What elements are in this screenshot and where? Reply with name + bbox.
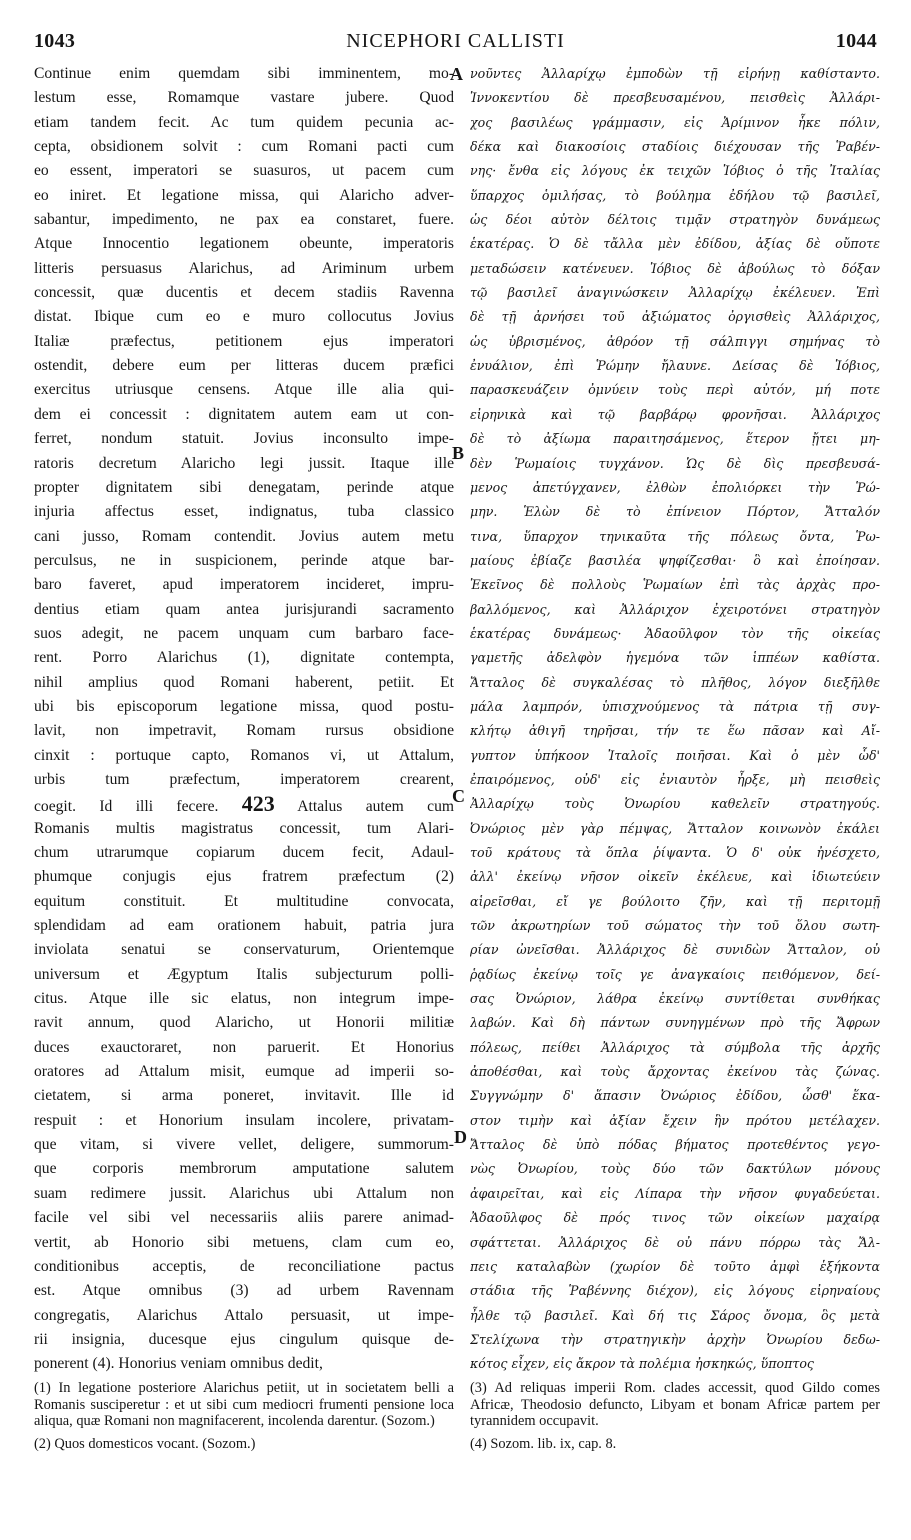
margin-letter-d: D bbox=[454, 1127, 467, 1147]
latin-line: phumque conjugis ejus fratrem præfectum (2) bbox=[34, 868, 454, 886]
greek-line: ἦλθε τῷ βασιλεῖ. Καὶ δή τις Σάρος ὄνομα, ὃς μετὰ bbox=[470, 1307, 880, 1323]
greek-column bbox=[470, 62, 880, 1377]
greek-line: γυπτον ὑπήκοον Ἰταλοῖς ποιῆσαι. Καὶ ὁ μὲν ὧδ' bbox=[470, 747, 880, 763]
greek-line: πόλεως, πείθει Ἀλλάριχος τὰ σύμβολα τῆς ἀρχῆς bbox=[470, 1039, 880, 1055]
latin-line: que corporis membrorum amputatione salutem bbox=[34, 1160, 454, 1178]
footnote-4 bbox=[470, 1436, 880, 1453]
latin-line: ponerent (4). Honorius veniam omnibus dedit, bbox=[34, 1355, 323, 1373]
greek-line: ἐνυάλιον, ἐπὶ Ῥώμην ἤλαυνε. Δείσας δὲ Ἰόβιος, bbox=[470, 358, 880, 374]
greek-line: τινα, ὕπαρχον τηνικαῦτα τῆς πόλεως ὄντα, Ῥω- bbox=[470, 528, 880, 544]
greek-line: νης· ἔνθα εἰς λόγους ἐκ τειχῶν Ἰόβιος ὁ τῆς Ἰταλίας bbox=[470, 163, 880, 179]
greek-line: Στελίχωνα τὴν στρατηγικὴν ἀρχὴν Ὀνωρίου δεδω- bbox=[470, 1331, 880, 1347]
footnotes-greek bbox=[470, 1380, 880, 1458]
latin-line: suos adegit, ne pacem unquam cum barbaro face- bbox=[34, 624, 454, 642]
latin-line: oratores ad Attalum misit, eumque ad imperii so- bbox=[34, 1063, 454, 1081]
greek-line: νοῦντες Ἀλλαρίχῳ ἐμποδὼν τῇ εἰρήνῃ καθίσταντο. bbox=[470, 66, 880, 81]
greek-line: αἱρεῖσθαι, εἴ γε βούλοιτο ζῆν, καὶ τῇ περιτομῇ bbox=[470, 893, 880, 909]
latin-line: splendidam ad eam orationem habuit, patria jura bbox=[34, 917, 454, 935]
margin-letter-c: C bbox=[452, 786, 465, 806]
greek-line: τῷ βασιλεῖ ἀναγινώσκειν Ἀλλαρίχῳ ἐκέλευεν. Ἐπὶ bbox=[470, 285, 880, 301]
latin-line bbox=[34, 792, 454, 816]
latin-line: ubi bis episcoporum legatione missa, quod postu- bbox=[34, 697, 454, 715]
greek-line: ὕπαρχος ὁμιλήσας, τὸ βούλημα ἐδήλου τῷ βασιλεῖ, bbox=[470, 187, 880, 203]
latin-line: dentius etiam quam antea jurisjurandi sacramento bbox=[34, 600, 454, 618]
footnote-1-text: (1) In legatione posteriore Alarichus petiit, ut in societatem belli a Romanis susciperetur : et ut sibi cum mediocri frumenti pensione loca aliqua, quæ Romani non magnifacerent, incolenda darentur. (Sozom.) bbox=[34, 1380, 454, 1429]
latin-line: injuria affectus esset, indignatus, tuba classico bbox=[34, 503, 454, 521]
latin-line: respuit : et Honorium insulam incolere, privatam- bbox=[34, 1111, 454, 1129]
greek-line: σας Ὀνώριον, λάθρα ἐκείνῳ συντίθεται συνθήκας bbox=[470, 991, 880, 1007]
latin-line: cinxit : portuque capto, Romanos vi, ut Attalum, bbox=[34, 746, 454, 764]
latin-line: chum utrarumque copiarum ducem fecit, Adaul- bbox=[34, 844, 454, 861]
greek-line: ὡς δέοι αὐτὸν δέλτοις τιμᾷν στρατηγὸν δυνάμεως bbox=[470, 212, 880, 228]
greek-line: μην. Ἑλὼν δὲ τὸ ἐπίνειον Πόρτον, Ἄτταλόν bbox=[470, 504, 880, 520]
latin-line: etiam tandem fecit. Ac tum quidem pecunia ac- bbox=[34, 113, 454, 131]
greek-line: κότος εἶχεν, εἰς ἄκρον τὰ πολέμια ἠσκηκώς, ὕποπτος bbox=[470, 1356, 814, 1372]
running-title: NICEPHORI CALLISTI bbox=[346, 30, 565, 52]
latin-line: dem ei concessit : dignitatem autem eam ut con- bbox=[34, 405, 454, 423]
latin-line: cepta, obsidionem solvit : cum Romani pacti cum bbox=[34, 138, 454, 156]
greek-line: γαμετῆς ἀδελφὸν ἡγεμόνα τῶν ἱππέων καθίστα. bbox=[470, 650, 880, 666]
greek-line: τοῦ κράτους τὰ ὅπλα ῥίψαντα. Ὁ δ' οὐκ ἠνέσχετο, bbox=[470, 845, 880, 860]
latin-line: propter dignitatem sibi denegatam, perinde atque bbox=[34, 478, 454, 496]
footnote-1 bbox=[34, 1380, 454, 1430]
latin-line: eo iniret. Et legatione missa, qui Alaricho adver- bbox=[34, 186, 454, 204]
greek-line: εἰρηνικὰ καὶ τῷ βαρβάρῳ φρονῆσαι. Ἀλλάριχος bbox=[470, 406, 880, 422]
greek-line: πεις καταλαβὼν (χωρίον δὲ τοῦτο ἀμφὶ ἑξήκοντα bbox=[470, 1258, 880, 1274]
latin-line-segment: coegit. Id illi fecere. bbox=[34, 798, 219, 816]
page-number-left: 1043 bbox=[34, 30, 76, 52]
latin-line: rent. Porro Alarichus (1), dignitate contempta, bbox=[34, 649, 454, 667]
greek-line: μάλα λαμπρόν, ὑπισχνούμενος τὰ πάτρια τῇ συγ- bbox=[470, 698, 880, 714]
latin-line: facile vel sibi vel necessariis aliis parere animad- bbox=[34, 1209, 454, 1227]
footnote-3 bbox=[470, 1380, 880, 1430]
latin-line: Atque Innocentio legationem obeunte, imperatoris bbox=[34, 235, 454, 253]
greek-line: ῥᾳδίως ἐκείνῳ τοῖς γε ἀναγκαίοις πειθόμενον, δεί- bbox=[470, 966, 880, 982]
latin-line: ferret, nondum statuit. Jovius inconsulto impe- bbox=[34, 430, 454, 448]
latin-line: exercitus utriusque censens. Atque ille alia qui- bbox=[34, 381, 454, 399]
latin-line: perculsus, ne in suspicionem, perinde atque bar- bbox=[34, 551, 454, 569]
greek-line: Ἰννοκεντίου δὲ πρεσβευσαμένου, πεισθεὶς Ἀλλάρι- bbox=[470, 90, 880, 106]
latin-line: lavit, non impetravit, Romam rursus obsidione bbox=[34, 722, 454, 740]
latin-line: que vitam, si vivere vellet, deligere, summorum- bbox=[34, 1136, 454, 1154]
greek-line: παρασκευάζειν ὀμνύειν τοὺς περὶ αὐτόν, μή ποτε bbox=[470, 382, 880, 398]
latin-line: ravit annum, quod Alaricho, ut Honorii militiæ bbox=[34, 1014, 454, 1032]
greek-line: ἀλλ' ἐκείνῳ νῆσον οἰκεῖν ἐκέλευε, καὶ ἰδιωτεύειν bbox=[470, 869, 880, 885]
latin-line: equitum constituit. Et multitudine convocata, bbox=[34, 892, 454, 910]
latin-line: est. Atque omnibus (3) ad urbem Ravennam bbox=[34, 1282, 454, 1300]
latin-line: nihil amplius quod Romani haberent, petiit. Et bbox=[34, 673, 454, 691]
margin-letter-a: A bbox=[450, 64, 463, 84]
latin-line: concessit, quæ ducentis et decem stadiis Ravenna bbox=[34, 284, 454, 302]
latin-line: litteris persuasus Alarichus, ad Ariminum urbem bbox=[34, 259, 454, 277]
greek-line: Ἄτταλος δὲ συγκαλέσας τὸ πλῆθος, λόγον διεξῆλθε bbox=[470, 674, 880, 690]
greek-line: μενος ἀπετύγχανεν, ἐλθὼν ἐπολιόρκει τὴν Ῥώ- bbox=[470, 479, 880, 495]
greek-line: δὲν Ῥωμαίοις τυγχάνον. Ὡς δὲ δὶς πρεσβευσά- bbox=[470, 455, 880, 471]
greek-line: Συγγνώμην δ' ἅπασιν Ὀνώριος ἐδίδου, ὧσθ' ἕκα- bbox=[470, 1088, 880, 1104]
latin-line: Continue enim quemdam sibi imminentem, mo- bbox=[34, 65, 454, 82]
latin-column bbox=[34, 62, 454, 1377]
greek-line: μεταδώσειν κατένευεν. Ἰόβιος δὲ ἀβούλως τὸ δόξαν bbox=[470, 260, 880, 276]
footnotes-latin bbox=[34, 1380, 454, 1458]
latin-line: citus. Atque ille sic elatus, non integrum impe- bbox=[34, 990, 454, 1008]
greek-line: δὲ τὸ ἀξίωμα παραιτησάμενος, ἕτερον ᾔτει μη- bbox=[470, 431, 880, 447]
greek-line: βαλλόμενος, καὶ Ἀλλάριχον ἐχειροτόνει στρατηγὸν bbox=[470, 601, 880, 617]
latin-line: urbis tum præfectum, imperatorem crearent, bbox=[34, 770, 454, 788]
greek-line: κλήτῳ ἀθιγῆ τηρῆσαι, τήν τε ἕω πᾶσαν καὶ Αἴ- bbox=[470, 723, 880, 739]
latin-line-segment: Attalus autem cum bbox=[297, 798, 454, 816]
latin-line: ratoris decretum Alaricho legi jussit. Itaque ille bbox=[34, 454, 454, 472]
latin-line: congregatis, Alarichus Attalo persuasit, ut impe- bbox=[34, 1306, 454, 1324]
greek-line: στάδια τῆς Ῥαβέννης διέχον), εἰς λόγους εἰρηναίους bbox=[470, 1283, 880, 1299]
latin-line: inviolata senatui se conservaturum, Orientemque bbox=[34, 941, 454, 959]
latin-line: ostendit, debere eum per litteras ducem præfici bbox=[34, 357, 454, 375]
greek-line: νὼς Ὀνωρίου, τοὺς δύο τῶν δακτύλων μόνους bbox=[470, 1161, 880, 1177]
greek-line: χος βασιλέως γράμμασιν, εἰς Ἀρίμινον ἧκε πόλιν, bbox=[470, 114, 880, 130]
latin-line: cani jusso, Romam contendit. Jovius autem metu bbox=[34, 527, 454, 545]
latin-line: lestum esse, Romamque vastare jubere. Quod bbox=[34, 89, 454, 107]
greek-line: ἀποθέσθαι, καὶ τοὺς ἄρχοντας ἐκείνου τὰς ζώνας. bbox=[470, 1064, 880, 1080]
footnote-2 bbox=[34, 1436, 454, 1453]
latin-line: sabantur, impedimento, ne pax ea constaret, fuere. bbox=[34, 211, 454, 229]
latin-line: rii insignia, ducesque ejus cingulum quisque de- bbox=[34, 1330, 454, 1348]
latin-line: vertit, ab Honorio sibi metuens, clam cum eo, bbox=[34, 1233, 454, 1251]
greek-line: Ἀδαοῦλφος δὲ πρός τινος τῶν οἰκείων μαχαίρᾳ bbox=[470, 1210, 880, 1226]
greek-line: τῶν ἀκρωτηρίων τοῦ σώματος τὴν τοῦ ὅλου σωτη- bbox=[470, 918, 880, 934]
greek-line: Ἐκεῖνος δὲ πολλοὺς Ῥωμαίων ἐπὶ τὰς ἀρχὰς προ- bbox=[470, 577, 880, 593]
greek-line: ἑκατέρας. Ὁ δὲ τἄλλα μὲν ἐδίδου, ἀξίας δὲ οὔποτε bbox=[470, 236, 880, 252]
footnote-3-text: (3) Ad reliquas imperii Rom. clades accessit, quod Gildo comes Africæ, Theodosio defuncto, Libyam et bonam Africæ partem per tyrannidem occupavit. bbox=[470, 1380, 880, 1429]
latin-line: universum et Ægyptum Italis subjecturum polli- bbox=[34, 965, 454, 983]
footnote-4-text: (4) Sozom. lib. ix, cap. 8. bbox=[470, 1435, 617, 1452]
greek-line: Ὀνώριος μὲν γὰρ πέμψας, Ἄτταλον κοινωνὸν ἐκάλει bbox=[470, 820, 880, 836]
latin-line: duces exauctoraret, non paruerit. Et Honorius bbox=[34, 1038, 454, 1056]
footnote-2-text: (2) Quos domesticos vocant. (Sozom.) bbox=[34, 1435, 256, 1452]
greek-line: ἀφαιρεῖται, καὶ εἰς Λίπαρα τὴν νῆσον φυγαδεύεται. bbox=[470, 1185, 880, 1201]
latin-line: cietatem, si arma poneret, invitavit. Ille id bbox=[34, 1087, 454, 1105]
latin-line: Italiæ præfectus, petitionem ejus imperatori bbox=[34, 332, 454, 350]
latin-line: distat. Ibique cum eo e muro collocutus Jovius bbox=[34, 308, 454, 326]
latin-line: conditionibus acceptis, de reconciliatione pactus bbox=[34, 1257, 454, 1275]
greek-line: ἐπαιρόμενος, οὐδ' εἰς ἐνιαυτὸν ἦρξε, μὴ πεισθεὶς bbox=[470, 771, 880, 787]
greek-line: ἑκατέρας δυνάμεως· Ἀδαοῦλφον τὸν τῆς οἰκείας bbox=[470, 625, 880, 641]
latin-line: Romanis multis magistratus concessit, tum Alari- bbox=[34, 819, 454, 837]
greek-line: ὡς ὑβρισμένος, ἀθρόον τῇ σάλπιγγι σημήνας τὸ bbox=[470, 333, 880, 349]
greek-line: μαίους ἐβίαζε βασιλέα ψηφίζεσθαι· ὃ καὶ ἐποίησαν. bbox=[470, 552, 880, 568]
greek-line: δὲ τῇ ἀρνήσει τοῦ ἀξιώματος ὀργισθεὶς Ἀλλάριχος, bbox=[470, 309, 880, 325]
greek-line: σφάττεται. Ἀλλάριχος δὲ οὐ πάνυ πόρρω τὰς Ἄλ- bbox=[470, 1234, 880, 1250]
greek-line: δέκα καὶ διακοσίοις σταδίοις διέχουσαν τῆς Ῥαβέν- bbox=[470, 139, 880, 155]
running-header bbox=[0, 30, 911, 60]
page-number-right: 1044 bbox=[835, 30, 877, 52]
greek-line: Ἄτταλος δὲ ὑπὸ πόδας βήματος προτεθέντος γεγο- bbox=[470, 1137, 880, 1153]
greek-line: Ἀλλαρίχῳ τοὺς Ὀνωρίου καθελεῖν στρατηγούς. bbox=[470, 796, 880, 812]
greek-line: ρίαν ὠνεῖσθαι. Ἀλλάριχος δὲ συνιδὼν Ἄτταλον, οὐ bbox=[470, 942, 880, 958]
greek-line: λαβών. Καὶ δὴ πάντων συνηγμένων πρὸ τῆς Ἄφρων bbox=[470, 1015, 880, 1031]
latin-line: suam redimere jussit. Alarichus ubi Attalum non bbox=[34, 1184, 454, 1202]
latin-line: eo essent, imperatori se suasuros, ut pacem cum bbox=[34, 162, 454, 180]
page-marker: 423 bbox=[241, 792, 275, 817]
greek-line: στον τιμὴν καὶ ἀξίαν ἔχειν ἣν πρότου μετέλαχεν. bbox=[470, 1112, 880, 1128]
latin-line: baro faveret, apud imperatorem incideret, impru- bbox=[34, 576, 454, 594]
margin-letter-b: B bbox=[452, 443, 465, 463]
